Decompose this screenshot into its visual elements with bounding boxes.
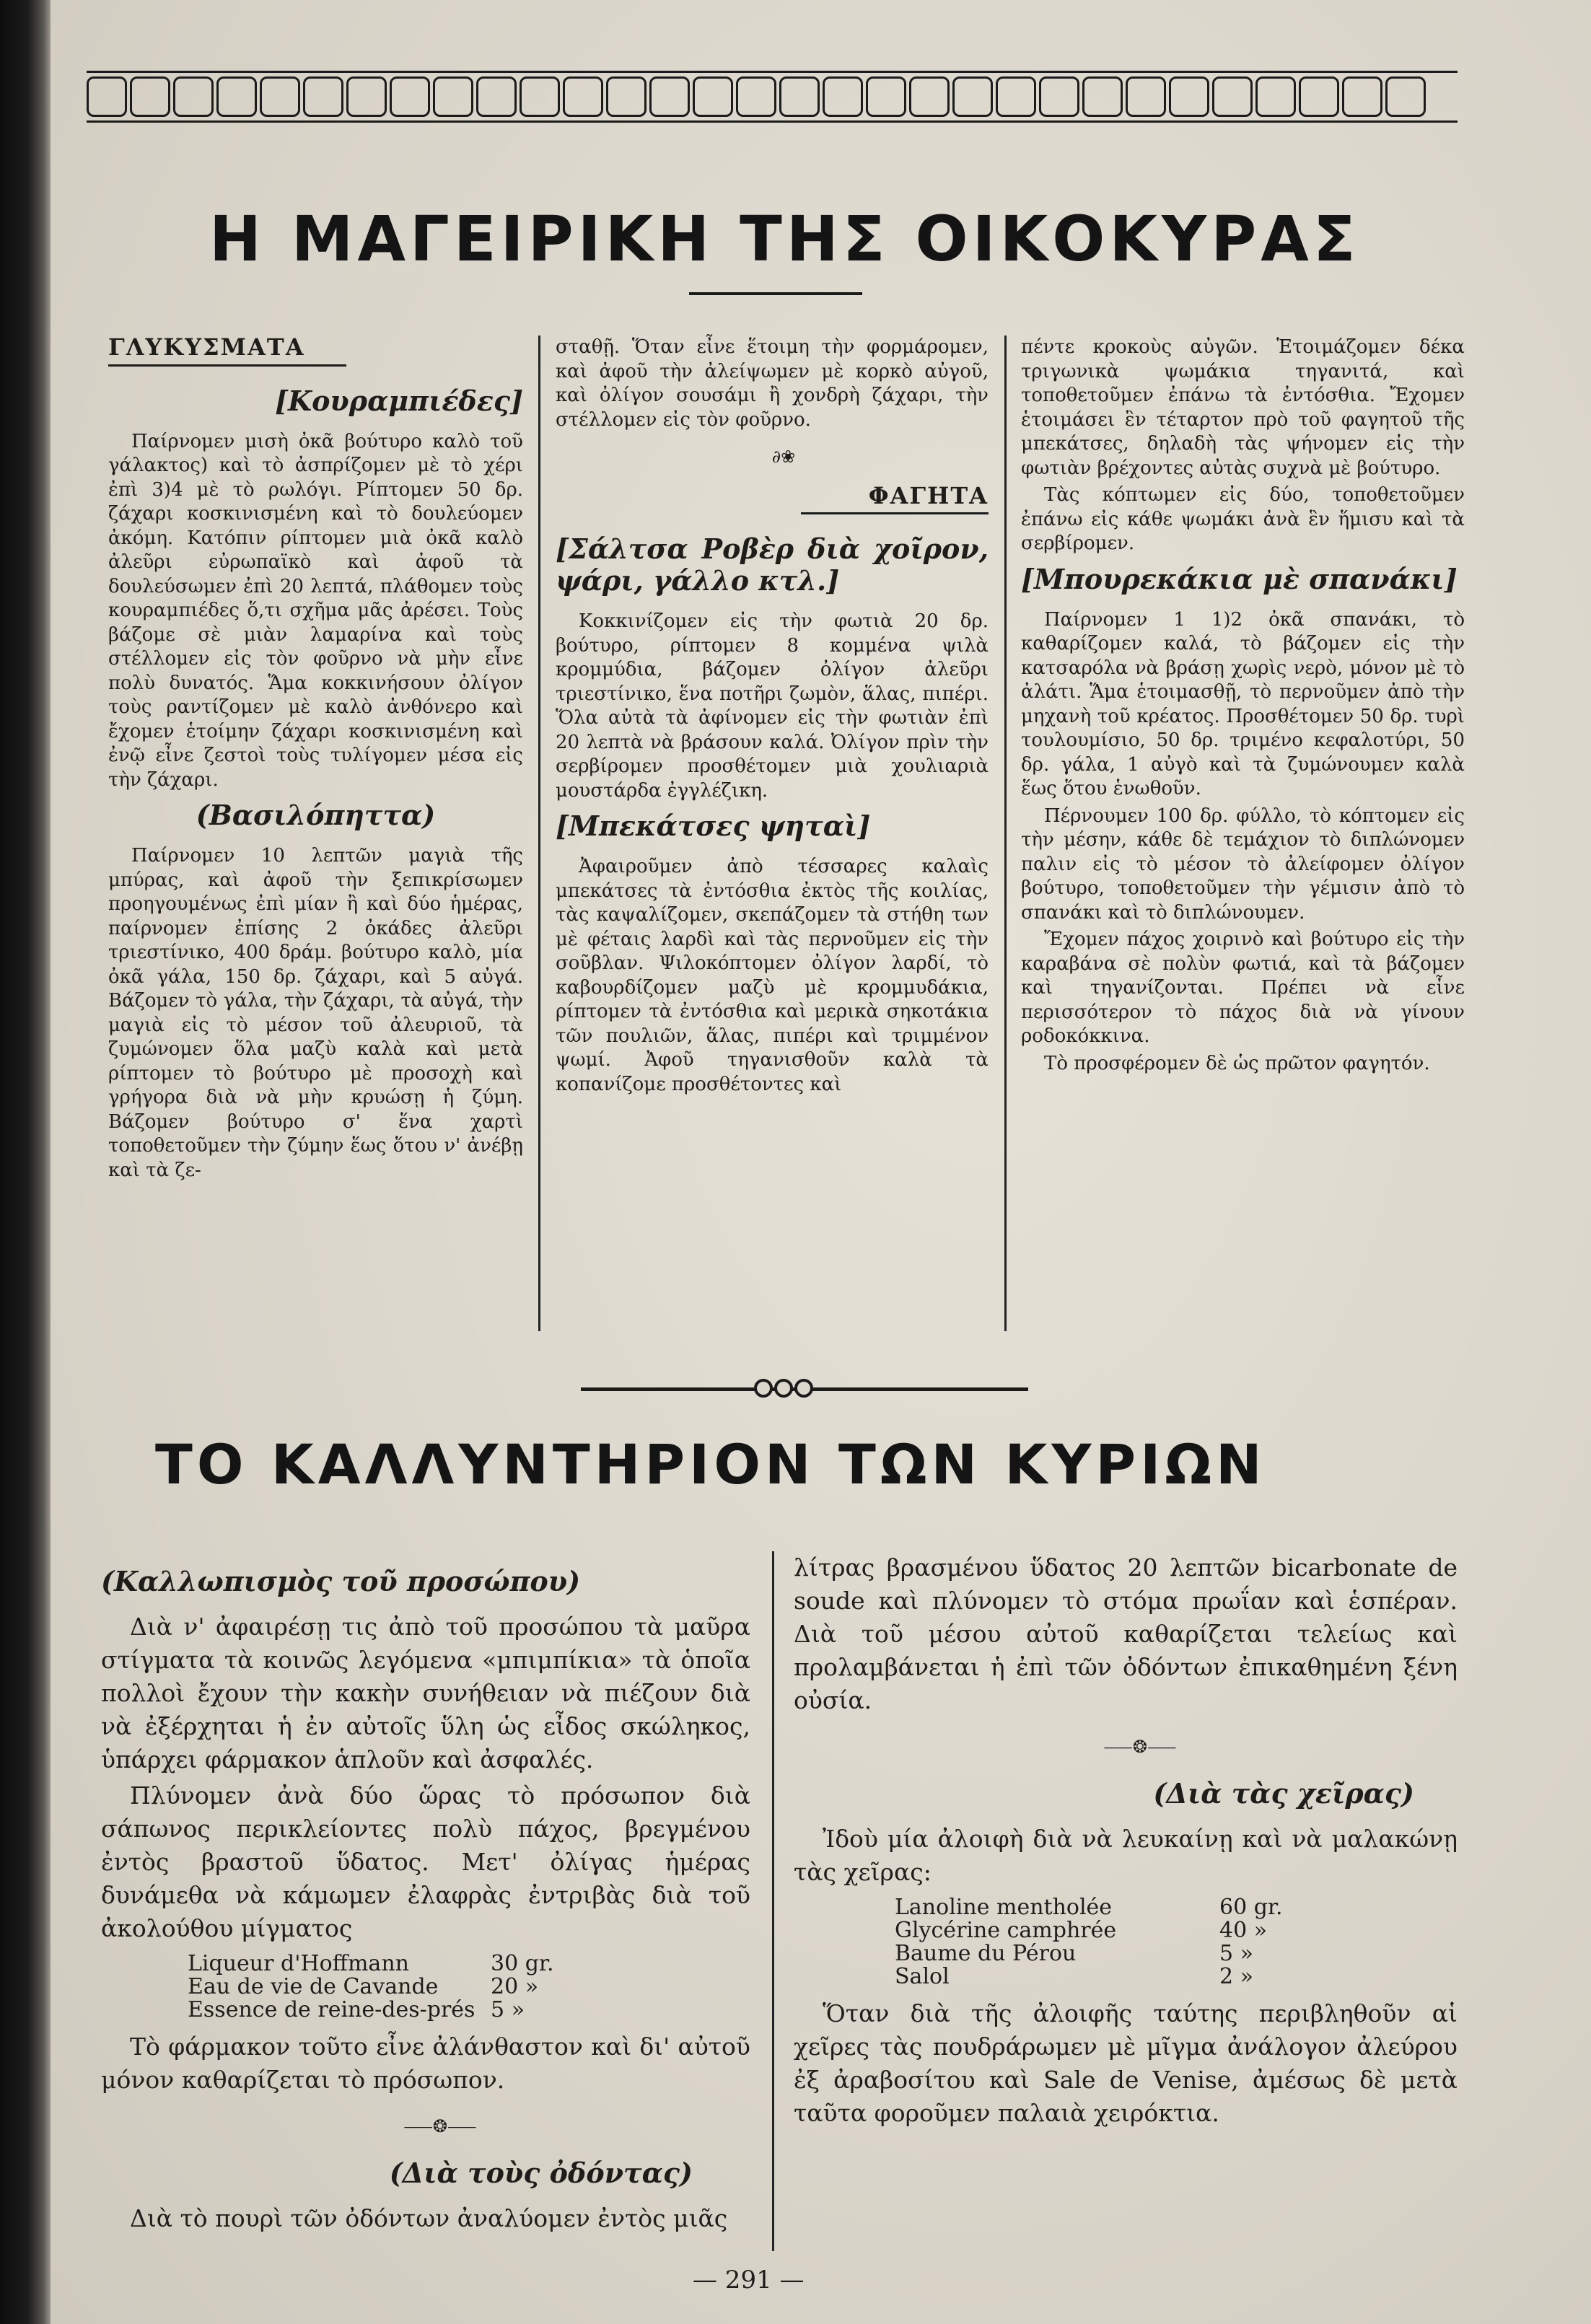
- recipe-title-bourekakia: [Μπουρεκάκια μὲ σπανάκι]: [1021, 562, 1458, 595]
- border-ornament: [260, 76, 300, 117]
- column-divider: [1004, 336, 1007, 1331]
- headline-cooking: Η ΜΑΓΕΙΡΙΚΗ ΤΗΣ ΟΙΚΟΚΥΡΑΣ: [209, 203, 1360, 276]
- ornamental-border: [87, 66, 1458, 127]
- border-ornament: [476, 76, 517, 117]
- section-title-hands: (Διὰ τὰς χεῖρας): [1153, 1777, 1414, 1810]
- page-number: — 291 —: [693, 2266, 805, 2294]
- recipe-title-sauce-robert: [Σάλτσα Ροβὲρ διὰ χοῖρον, ψάρι, γάλλο κτλ.]: [556, 532, 989, 597]
- border-ornament: [693, 76, 733, 117]
- border-ornament: [1342, 76, 1382, 117]
- border-ornament: [433, 76, 473, 117]
- paragraph: Διὰ τὸ πουρὶ τῶν ὀδόντων ἀναλύομεν ἐντὸς μιᾶς: [130, 2204, 728, 2232]
- ingredient-name: Essence de reine-des-prés: [188, 1997, 475, 2022]
- border-ornament: [520, 76, 560, 117]
- border-ornament: [1039, 76, 1079, 117]
- ornament: ⸺❂⸺: [1103, 1737, 1177, 1757]
- ornamental-divider: [581, 1374, 1028, 1403]
- border-ornament: [303, 76, 343, 117]
- border-ornament: [1169, 76, 1209, 117]
- paragraph: Πέρνουμεν 100 δρ. φύλλο, τὸ κόπτομεν εἰς τὴν μέσην, κάθε δὲ τεμάχιον τὸ διπλώνομεν παλιν εἰς τὸ μέσον τὸ ἀλείφομεν ὀλίγον βούτυρο, τοποθετοῦμεν τὴν γέμισιν ἀπὸ τὸ σπανάκι καὶ τὸ διπλώνουμεν.: [1021, 804, 1465, 924]
- headline-rule: [689, 292, 862, 295]
- ingredient-name: Baume du Pérou: [895, 1941, 1077, 1966]
- column-divider: [772, 1551, 774, 2251]
- ingredient-name: Salol: [895, 1964, 950, 1989]
- ingredient-name: Glycérine camphrée: [895, 1918, 1117, 1943]
- bottom-left-column: [101, 1558, 750, 2238]
- paragraph: Ἔχομεν πάχος χοιρινὸ καὶ βούτυρο εἰς τὴν καραβάνα σὲ πολὺν φωτιά, καὶ τὰ βάζομεν καὶ τηγανίζονται. Πρέπει νὰ εἶνε περισσότερον τὸ πάχος διὰ νὰ γίνουν ροδοκόκκινα.: [1021, 929, 1465, 1047]
- section-title-face: (Καλλωπισμὸς τοῦ προσώπου): [101, 1565, 581, 1597]
- border-ornament: [606, 76, 647, 117]
- border-ornament: [1255, 76, 1296, 117]
- paragraph: Παίρνομεν 10 λεπτῶν μαγιὰ τῆς μπύρας, καὶ ἀφοῦ τὴν ξεπικρίσωμεν προηγουμένως ἐπὶ μίαν ἢ καὶ δύο ἡμέρας, παίρνομεν ἐπίσης 2 ὀκάδες ἀλεῦρι τριεστίνικο, 400 δράμ. βούτυρο καλὸ, μία ὀκᾶ γάλα, 150 δρ. ζάχαρι, καὶ 5 αὐγά. Βάζομεν τὸ γάλα, τὴν ζάχαρι, τὰ αὐγά, τὴν μαγιὰ εἰς τὸ μέσον τοῦ ἀλευριοῦ, τὰ ζυμώνομεν ὅλα μαζὺ καλὰ καὶ μετὰ ρίπτομεν τὸ βούτυρο μὲ προσοχὴ καὶ γρήγορα διὰ νὰ μὴν κρυώσῃ ἡ ζύμη. Βάζομεν βούτυρο σ' ἕνα χαρτὶ τοποθετοῦμεν τὴν ζύμην ἕως ὅτου ν' ἀνέβῃ καὶ τὰ ζε-: [108, 845, 523, 1181]
- border-ornament: [390, 76, 430, 117]
- paragraph: πέντε κροκοὺς αὐγῶν. Ἑτοιμάζομεν δέκα τριγωνικὰ ψωμάκια τηγανιτά, καὶ τοποθετοῦμεν ἐπάνω τὰ ἐντόσθια. Ἔχομεν ἑτοιμάσει ἓν τέταρτον πρὸ τοῦ φαγητοῦ τῆς μπεκάτσες, δηλαδὴ τὰς ψήνομεν εἰς τὴν φωτιὰν βρέχοντες αὐτὰς συχνὰ μὲ βούτυρο.: [1021, 336, 1465, 479]
- paragraph: Ἀφαιροῦμεν ἀπὸ τέσσαρες καλαὶς μπεκάτσες τὰ ἐντόσθια ἐκτὸς τῆς κοιλίας, τὰς καψαλίζομεν, σκεπάζομεν τὰ στήθη των μὲ φέταις λαρδὶ καὶ τὰς περνοῦμεν εἰς τὴν σοῦβλαν. Ψιλοκόπτομεν ὀλίγον λαρδί, τὸ καβουρδίζομεν μαζὺ μὲ κρομμυδάκια, ρίπτομεν τὰ ἐντόσθια καὶ μερικὰ σηκοτάκια τῶν πουλιῶν, ἅλας, πιπέρι καὶ τριμμένον ψωμί. Ἀφοῦ τηγανισθοῦν καλὰ τὰ κοπανίζομε προσθέτοντες καὶ: [556, 856, 989, 1095]
- border-ornament: [952, 76, 993, 117]
- border-ornament: [996, 76, 1036, 117]
- section-sweets: ΓΛΥΚΥΣΜΑΤΑ: [108, 333, 305, 361]
- border-ornament: [736, 76, 776, 117]
- border-ornament: [346, 76, 387, 117]
- paragraph: Τὸ φάρμακον τοῦτο εἶνε ἀλάνθαστον καὶ δι' αὐτοῦ μόνον καθαρίζεται τὸ πρόσωπον.: [101, 2033, 750, 2094]
- ingredient-quantity: 5 »: [1219, 1941, 1253, 1966]
- border-ornament: [1299, 76, 1339, 117]
- paragraph: Ἰδοὺ μία ἀλοιφὴ διὰ νὰ λευκαίνῃ καὶ νὰ μαλακώνῃ τὰς χεῖρας:: [794, 1825, 1458, 1886]
- paragraph: λίτρας βρασμένου ὕδατος 20 λεπτῶν bicarbonate de soude καὶ πλύνομεν τὸ στόμα πρωΐαν καὶ ἑσπέραν. Διὰ τοῦ μέσου αὐτοῦ καθαρίζεται τελείως καὶ προλαμβάνεται ἡ ἐπὶ τῶν ὀδόντων ἐπικαθημένη ξένη οὐσία.: [794, 1553, 1458, 1714]
- border-ornament: [130, 76, 170, 117]
- paragraph: Πλύνομεν ἀνὰ δύο ὥρας τὸ πρόσωπον διὰ σάπωνος περικλείοντες πολὺ πάχος, βρεγμένου ἐντὸς βραστοῦ ὕδατος. Μετ' ὀλίγας ἡμέρας δυνάμεθα νὰ κάμωμεν ἐλαφρὰς ἐντριβὰς διὰ τοῦ ἀκολούθου μίγματος: [101, 1781, 750, 1942]
- ingredient-quantity: 2 »: [1219, 1964, 1253, 1989]
- section-title-teeth: (Διὰ τοὺς ὀδόντας): [389, 2157, 693, 2189]
- ingredient-list-face: [188, 1952, 563, 2022]
- column-divider: [538, 336, 540, 1331]
- ingredient-quantity: 30 gr.: [491, 1951, 554, 1976]
- paragraph: Τὰς κόπτωμεν εἰς δύο, τοποθετοῦμεν ἐπάνω εἰς κάθε ψωμάκι ἀνὰ ἓν ἥμισυ καὶ τὰ σερβίρομεν.: [1021, 484, 1465, 554]
- paragraph: σταθῇ. Ὅταν εἶνε ἕτοιμη τὴν φορμάρομεν, καὶ ἀφοῦ τὴν ἀλείψωμεν μὲ κορκὸ αὐγοῦ, καὶ ὀλίγον σουσάμι ἢ χονδρὴ ζάχαρι, τὴν στέλλομεν εἰς τὸν φοῦρνο.: [556, 336, 989, 431]
- border-ornament: [1385, 76, 1426, 117]
- border-ornament: [779, 76, 820, 117]
- ingredient-quantity: 60 gr.: [1219, 1895, 1283, 1920]
- section-rule: [801, 512, 989, 514]
- border-ornament: [563, 76, 603, 117]
- ingredient-name: Liqueur d'Hoffmann: [188, 1951, 409, 1976]
- border-ornament: [866, 76, 906, 117]
- headline-grooming: ΤΟ ΚΑΛΛΥΝΤΗΡΙΟΝ ΤΩΝ ΚΥΡΙΩΝ: [155, 1432, 1266, 1496]
- recipe-title-vasilopita: (Βασιλόπηττα): [196, 799, 436, 831]
- border-ornament: [87, 76, 127, 117]
- paragraph: Κοκκινίζομεν εἰς τὴν φωτιὰ 20 δρ. βούτυρο, ρίπτομεν 8 κομμένα ψιλὰ κρομμύδια, βάζομεν ὀλίγον ἀλεῦρι τριεστίνικο, ἕνα ποτῆρι ζωμὸν, ἅλας, πιπέρι. Ὅλα αὐτὰ τὰ ἀφίνομεν εἰς τὴν φωτιὰν ἐπὶ 20 λεπτὰ νὰ βράσουν καλά. Ὀλίγον πρὶν τὴν σερβίρομεν προσθέτομεν μιὰ χουλιαριὰ μουστάρδα ἐγγλέζικη.: [556, 610, 989, 802]
- ingredient-quantity: 40 »: [1219, 1918, 1268, 1943]
- book-spine-shadow: [0, 0, 51, 2324]
- border-ornament: [216, 76, 257, 117]
- section-rule: [108, 364, 346, 367]
- paragraph: Ὅταν διὰ τῆς ἀλοιφῆς ταύτης περιβληθοῦν αἱ χεῖρες τὰς πουδράρωμεν μὲ μῖγμα ἀνάλογον ἀλεύρου ἐξ ἀραβοσίτου καὶ Sale de Venise, ἀμέσως δὲ μετὰ ταῦτα φοροῦμεν παλαιὰ χειρόκτια.: [794, 1999, 1458, 2127]
- border-ornament: [649, 76, 690, 117]
- ingredient-quantity: 5 »: [491, 1997, 525, 2022]
- ingredient-name: Eau de vie de Cavande: [188, 1974, 439, 1999]
- paragraph: Παίρνομεν μισὴ ὀκᾶ βούτυρο καλὸ τοῦ γάλακτος) καὶ τὸ ἀσπρίζομεν μὲ τὸ χέρι ἐπὶ 3)4 μὲ τὸ ρωλόγι. Ρίπτομεν 50 δρ. ζάχαρι κοσκινισμένη καὶ τὸ δουλεύομεν ἀκόμη. Κατόπιν ρίπτομεν μιὰ ὀκᾶ καλὸ ἀλεῦρι εὐρωπαϊκὸ καὶ ἀφοῦ τὰ δουλεύσωμεν ἐπὶ 20 λεπτά, πλάθομεν τοὺς κουραμπιέδες ὅ,τι σχῆμα μᾶς ἀρέσει. Τοὺς βάζομε σὲ μιὰν λαμαρίνα καὶ τοὺς στέλλομεν εἰς τὸν φοῦρνο νὰ μὴν εἶνε πολὺ δυνατός. Ἅμα κοκκινήσουν ὀλίγον τοὺς ραντίζομεν μὲ καλὸ ἀνθόνερο καὶ ἔχομεν ἑτοίμην ζάχαρι κοσκινισμένη καὶ ἐνῷ εἶνε ζεστοὶ τοὺς τυλίγομεν μέσα εἰς τὴν ζάχαρι.: [108, 430, 523, 791]
- paragraph: Διὰ ν' ἀφαιρέσῃ τις ἀπὸ τοῦ προσώπου τὰ μαῦρα στίγματα τὰ κοινῶς λεγόμενα «μπιμπίκια» τὰ ὁποῖα πολλοὶ ἔχουν τὴν κακὴν συνήθειαν νὰ πιέζουν διὰ νὰ ἐξέρχηται ἡ ἐν αὐτοῖς ὕλη ὡς εἶδος σκώληκος, ὑπάρχει φάρμακον ἁπλοῦν καὶ ἀσφαλές.: [101, 1613, 750, 1773]
- column-3: [1021, 336, 1465, 1079]
- recipe-title-kourabiedes: [Κουραμπιέδες]: [275, 384, 523, 417]
- ornament: ∂❀: [771, 447, 796, 467]
- border-ornament: [823, 76, 863, 117]
- border-ornament: [1082, 76, 1123, 117]
- ingredient-list-hands: [895, 1896, 1299, 1988]
- bottom-right-column: [794, 1551, 1458, 2133]
- paragraph: Τὸ προσφέρομεν δὲ ὡς πρῶτον φαγητόν.: [1044, 1052, 1430, 1074]
- section-dishes: ΦΑΓΗΤΑ: [868, 481, 989, 509]
- border-ornament: [173, 76, 214, 117]
- ingredient-name: Lanoline mentholée: [895, 1895, 1113, 1920]
- border-ornament: [1126, 76, 1166, 117]
- border-ornament: [909, 76, 950, 117]
- ornament: ⸺❂⸺: [403, 2116, 477, 2136]
- column-2: [556, 336, 989, 1100]
- recipe-title-woodcock: [Μπεκάτσες ψηταὶ]: [556, 810, 871, 842]
- column-1: [108, 333, 523, 1185]
- border-ornament: [1212, 76, 1253, 117]
- paragraph: Παίρνομεν 1 1)2 ὀκᾶ σπανάκι, τὸ καθαρίζομεν καλά, τὸ βάζομεν εἰς τὴν κατσαρόλα νὰ βράσῃ χωρὶς νερὸ, μόνον μὲ τὸ ἀλάτι. Ἅμα ἑτοιμασθῇ, τὸ περνοῦμεν ἀπὸ τὴν μηχανὴ τοῦ κρέατος. Προσθέτομεν 50 δρ. τυρὶ τουλουμίσιο, 50 δρ. τριμένο κεφαλοτύρι, 50 δρ. γάλα, 1 αὐγὸ καὶ τὰ ζυμώνουμεν καλὰ ἕως ὅτου ἑνωθοῦν.: [1021, 608, 1465, 799]
- ingredient-quantity: 20 »: [491, 1974, 539, 1999]
